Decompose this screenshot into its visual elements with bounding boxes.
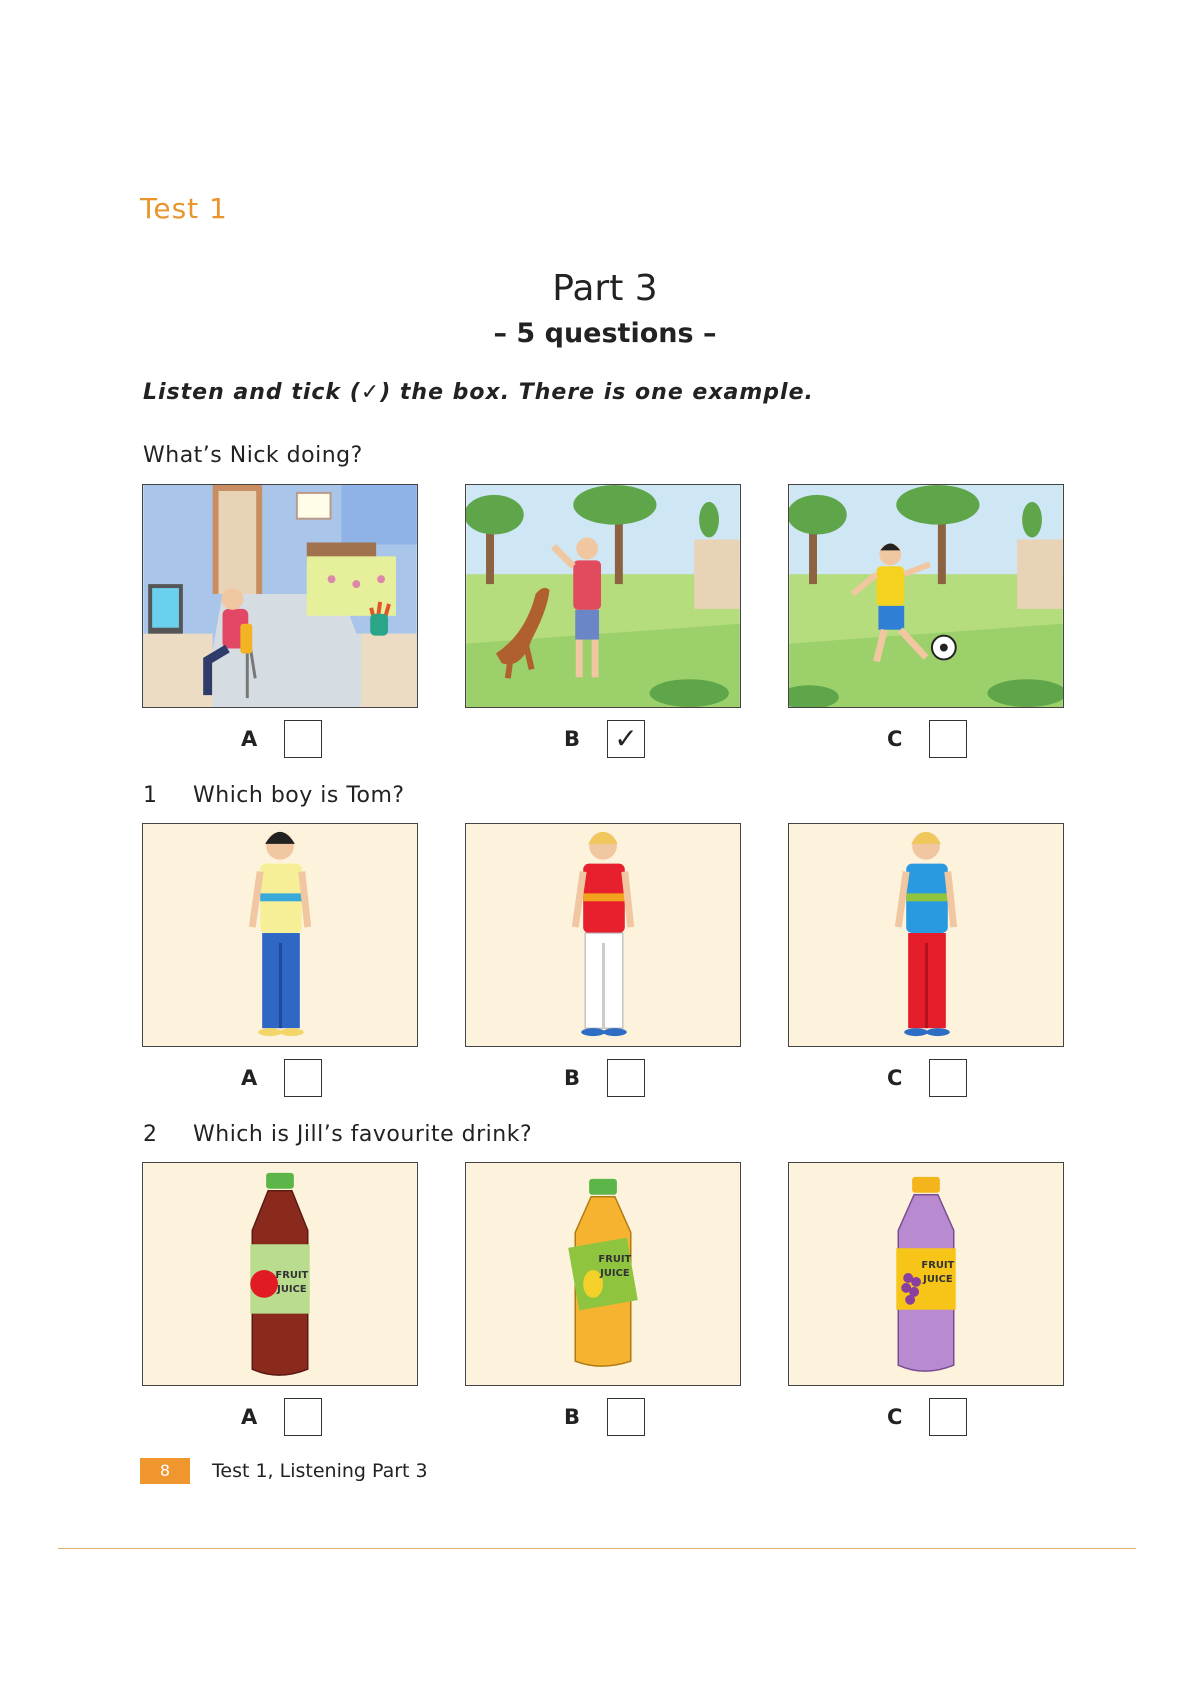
bottle-label-line2: JUICE — [277, 1283, 307, 1295]
option-letter-a: A — [241, 727, 258, 751]
picture-option-a — [142, 484, 418, 708]
picture-option-a — [142, 823, 418, 1047]
picture-option-b — [465, 1162, 741, 1386]
instruction-text: Listen and tick (✓) the box. There is one example. — [143, 380, 814, 405]
tick-box-a[interactable] — [284, 720, 322, 758]
picture-option-c — [788, 823, 1064, 1047]
option-letter-b: B — [564, 1066, 581, 1090]
boy-red-trousers-illustration — [789, 824, 1063, 1046]
page-number: 8 — [140, 1458, 190, 1484]
picture-option-c — [788, 484, 1064, 708]
tick-box-a[interactable] — [284, 1059, 322, 1097]
bottle-label-line1: FRUIT — [275, 1269, 309, 1281]
bottle-label-line1: FRUIT — [598, 1254, 632, 1266]
picture-option-b — [465, 484, 741, 708]
tick-box-b[interactable] — [607, 1059, 645, 1097]
boy-at-computer-illustration — [143, 485, 417, 707]
boy-dark-hair-illustration — [143, 824, 417, 1046]
picture-option-b — [465, 823, 741, 1047]
bottle-label-line2: JUICE — [923, 1273, 953, 1285]
tick-box-b[interactable] — [607, 1398, 645, 1436]
tick-box-a[interactable] — [284, 1398, 322, 1436]
boy-red-shirt-illustration — [466, 824, 740, 1046]
footer-divider — [58, 1548, 1136, 1549]
bottle-label-line2: JUICE — [600, 1267, 630, 1279]
tick-box-c[interactable] — [929, 1398, 967, 1436]
question-1 — [143, 783, 405, 808]
tick-box-c[interactable] — [929, 720, 967, 758]
grape-juice-bottle-illustration — [789, 1163, 1063, 1385]
part-subtitle: – 5 questions – — [493, 318, 717, 349]
option-letter-c: C — [887, 1405, 903, 1429]
picture-option-a — [142, 1162, 418, 1386]
boy-with-dog-illustration — [466, 485, 740, 707]
question-text: Which is Jill’s favourite drink? — [193, 1122, 533, 1147]
boy-kicking-ball-illustration — [789, 485, 1063, 707]
option-letter-a: A — [241, 1405, 258, 1429]
question-number: 1 — [143, 783, 158, 808]
option-letter-b: B — [564, 1405, 581, 1429]
question-number: 2 — [143, 1122, 158, 1147]
option-letter-a: A — [241, 1066, 258, 1090]
question-text: What’s Nick doing? — [143, 443, 363, 468]
option-letter-c: C — [887, 727, 903, 751]
pineapple-juice-bottle-illustration — [466, 1163, 740, 1385]
question-2 — [143, 1122, 532, 1147]
footer-text: Test 1, Listening Part 3 — [212, 1460, 428, 1482]
option-letter-b: B — [564, 727, 581, 751]
apple-juice-bottle-illustration — [143, 1163, 417, 1385]
part-title: Part 3 — [552, 268, 658, 309]
option-letter-c: C — [887, 1066, 903, 1090]
question-example — [143, 443, 363, 468]
picture-option-c — [788, 1162, 1064, 1386]
tick-box-b[interactable]: ✓ — [607, 720, 645, 758]
bottle-label-line1: FRUIT — [921, 1260, 955, 1272]
question-text: Which boy is Tom? — [193, 783, 405, 808]
test-title: Test 1 — [140, 192, 228, 225]
tick-box-c[interactable] — [929, 1059, 967, 1097]
